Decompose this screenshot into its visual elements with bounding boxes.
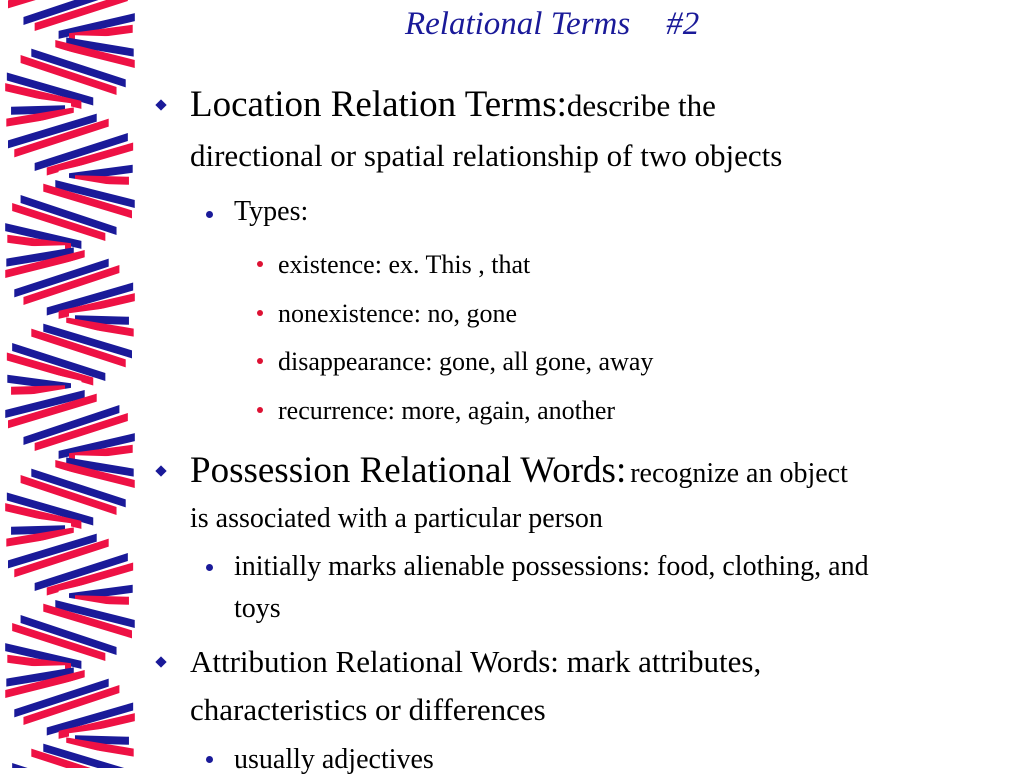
location-desc-2: directional or spatial relationship of two objects: [190, 138, 783, 173]
round-bullet-icon: [206, 564, 213, 571]
attribution-sub: usually adjectives: [234, 744, 434, 775]
decorative-fan-border: [0, 0, 140, 768]
location-bullet-line: [190, 86, 716, 123]
nonexistence-item: nonexistence: no, gone: [278, 299, 517, 328]
possession-bullet-line: [190, 452, 848, 489]
round-bullet-icon: [206, 756, 213, 763]
slide-title-text: Relational Terms: [405, 6, 631, 42]
existence-item: existence: ex. This , that: [278, 250, 531, 279]
disappearance-item: disappearance: gone, all gone, away: [278, 347, 654, 376]
red-bullet-icon: [257, 407, 263, 413]
possession-desc-1: recognize an object: [630, 458, 848, 489]
red-bullet-icon: [257, 310, 263, 316]
possession-sub-1: initially marks alienable possessions: food, clothing, and: [234, 551, 869, 582]
location-desc-1: describe the: [566, 88, 716, 123]
possession-sub-2: toys: [234, 593, 281, 624]
attribution-line-2: characteristics or differences: [190, 692, 546, 727]
red-bullet-icon: [257, 358, 263, 364]
slide-number: #2: [666, 6, 700, 42]
recurrence-item: recurrence: more, again, another: [278, 396, 616, 425]
diamond-bullet-icon: [155, 656, 166, 667]
red-bullet-icon: [257, 261, 263, 267]
possession-desc-2: is associated with a particular person: [190, 503, 603, 534]
diamond-bullet-icon: [155, 99, 166, 110]
location-heading: Location Relation Terms:: [190, 84, 567, 125]
types-label: Types:: [234, 196, 309, 227]
attribution-line-1: Attribution Relational Words: mark attributes,: [190, 644, 762, 679]
round-bullet-icon: [206, 211, 213, 218]
possession-heading: Possession Relational Words:: [190, 450, 627, 491]
slide-title: [405, 6, 699, 43]
diamond-bullet-icon: [155, 465, 166, 476]
